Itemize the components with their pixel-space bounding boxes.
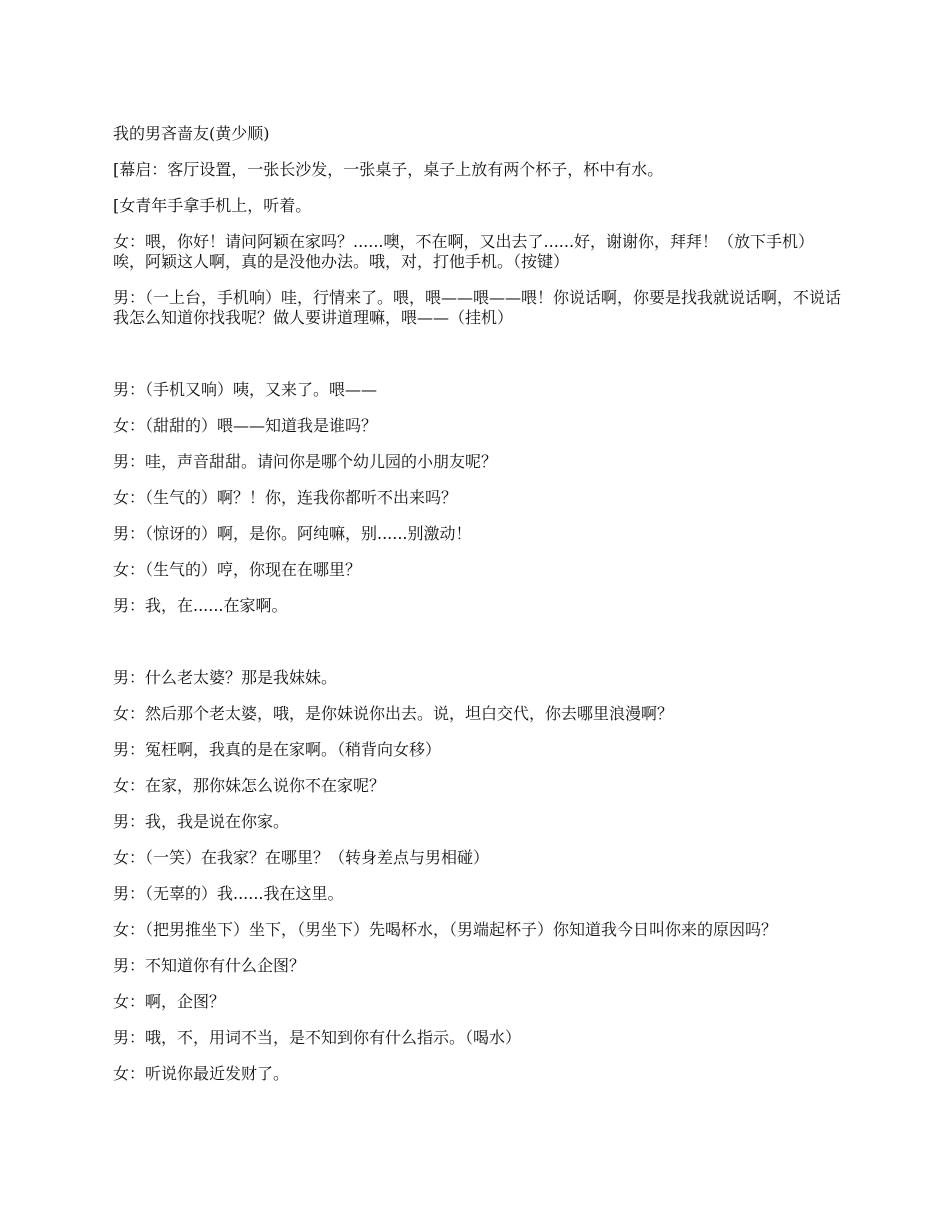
dialogue-line: 女：（甜甜的）喂——知道我是谁吗？ <box>113 416 378 435</box>
dialogue-line: 男：冤枉啊，我真的是在家啊。（稍背向女移） <box>113 740 442 759</box>
dialogue-line: 女：在家，那你妹怎么说你不在家呢？ <box>113 776 386 795</box>
section-gap <box>113 344 843 380</box>
dialogue-line: 男：（惊讶的）啊，是你。阿纯嘛，别......别激动！ <box>113 524 472 543</box>
document-title: 我的男吝啬友(黄少顺) <box>113 124 270 143</box>
dialogue-line: 男：我，我是说在你家。 <box>113 812 290 831</box>
dialogue-line: 女：啊，企图？ <box>113 992 226 1011</box>
stage-direction: [女青年手拿手机上，听着。 <box>113 196 312 215</box>
dialogue-line: 男：哦，不，用词不当，是不知到你有什么指示。（喝水） <box>113 1028 522 1047</box>
dialogue-line: 女：（把男推坐下）坐下，（男坐下）先喝杯水，（男端起杯子）你知道我今日叫你来的原因吗？ <box>113 920 778 939</box>
dialogue-line: 男：哇，声音甜甜。请问你是哪个幼儿园的小朋友呢？ <box>113 452 498 471</box>
dialogue-line: 男：不知道你有什么企图？ <box>113 956 306 975</box>
dialogue-line: 女：听说你最近发财了。 <box>113 1064 290 1083</box>
document-body <box>113 124 843 1100</box>
dialogue-line: 男：（无辜的）我......我在这里。 <box>113 884 344 903</box>
dialogue-line: 女：（生气的）哼，你现在在哪里？ <box>113 560 362 579</box>
stage-direction: [幕启：客厅设置，一张长沙发，一张桌子，桌子上放有两个杯子，杯中有水。 <box>113 160 664 179</box>
dialogue-line: 男：我，在......在家啊。 <box>113 596 288 615</box>
dialogue-line: 男：（手机又响）咦，又来了。喂—— <box>113 380 378 399</box>
dialogue-line: 男：什么老太婆？那是我妹妹。 <box>113 668 338 687</box>
dialogue-line: 女：然后那个老太婆，哦，是你妹说你出去。说，坦白交代，你去哪里浪漫啊？ <box>113 704 674 723</box>
dialogue-line: 男：（一上台，手机响）哇，行情来了。喂，喂——喂——喂！你说话啊，你要是找我就说话啊，不说话我怎么知道你找我呢？做人要讲道理嘛，喂——（挂机） <box>113 288 842 327</box>
dialogue-line: 女：喂，你好！请问阿颖在家吗？......噢，不在啊，又出去了......好，谢谢你，拜拜！（放下手机）唉，阿颖这人啊，真的是没他办法。哦，对，打他手机。（按键） <box>113 232 815 271</box>
dialogue-line: 女：（生气的）啊？！你，连我你都听不出来吗？ <box>113 488 458 507</box>
dialogue-line: 女：（一笑）在我家？在哪里？（转身差点与男相碰） <box>113 848 490 867</box>
section-gap <box>113 632 843 668</box>
